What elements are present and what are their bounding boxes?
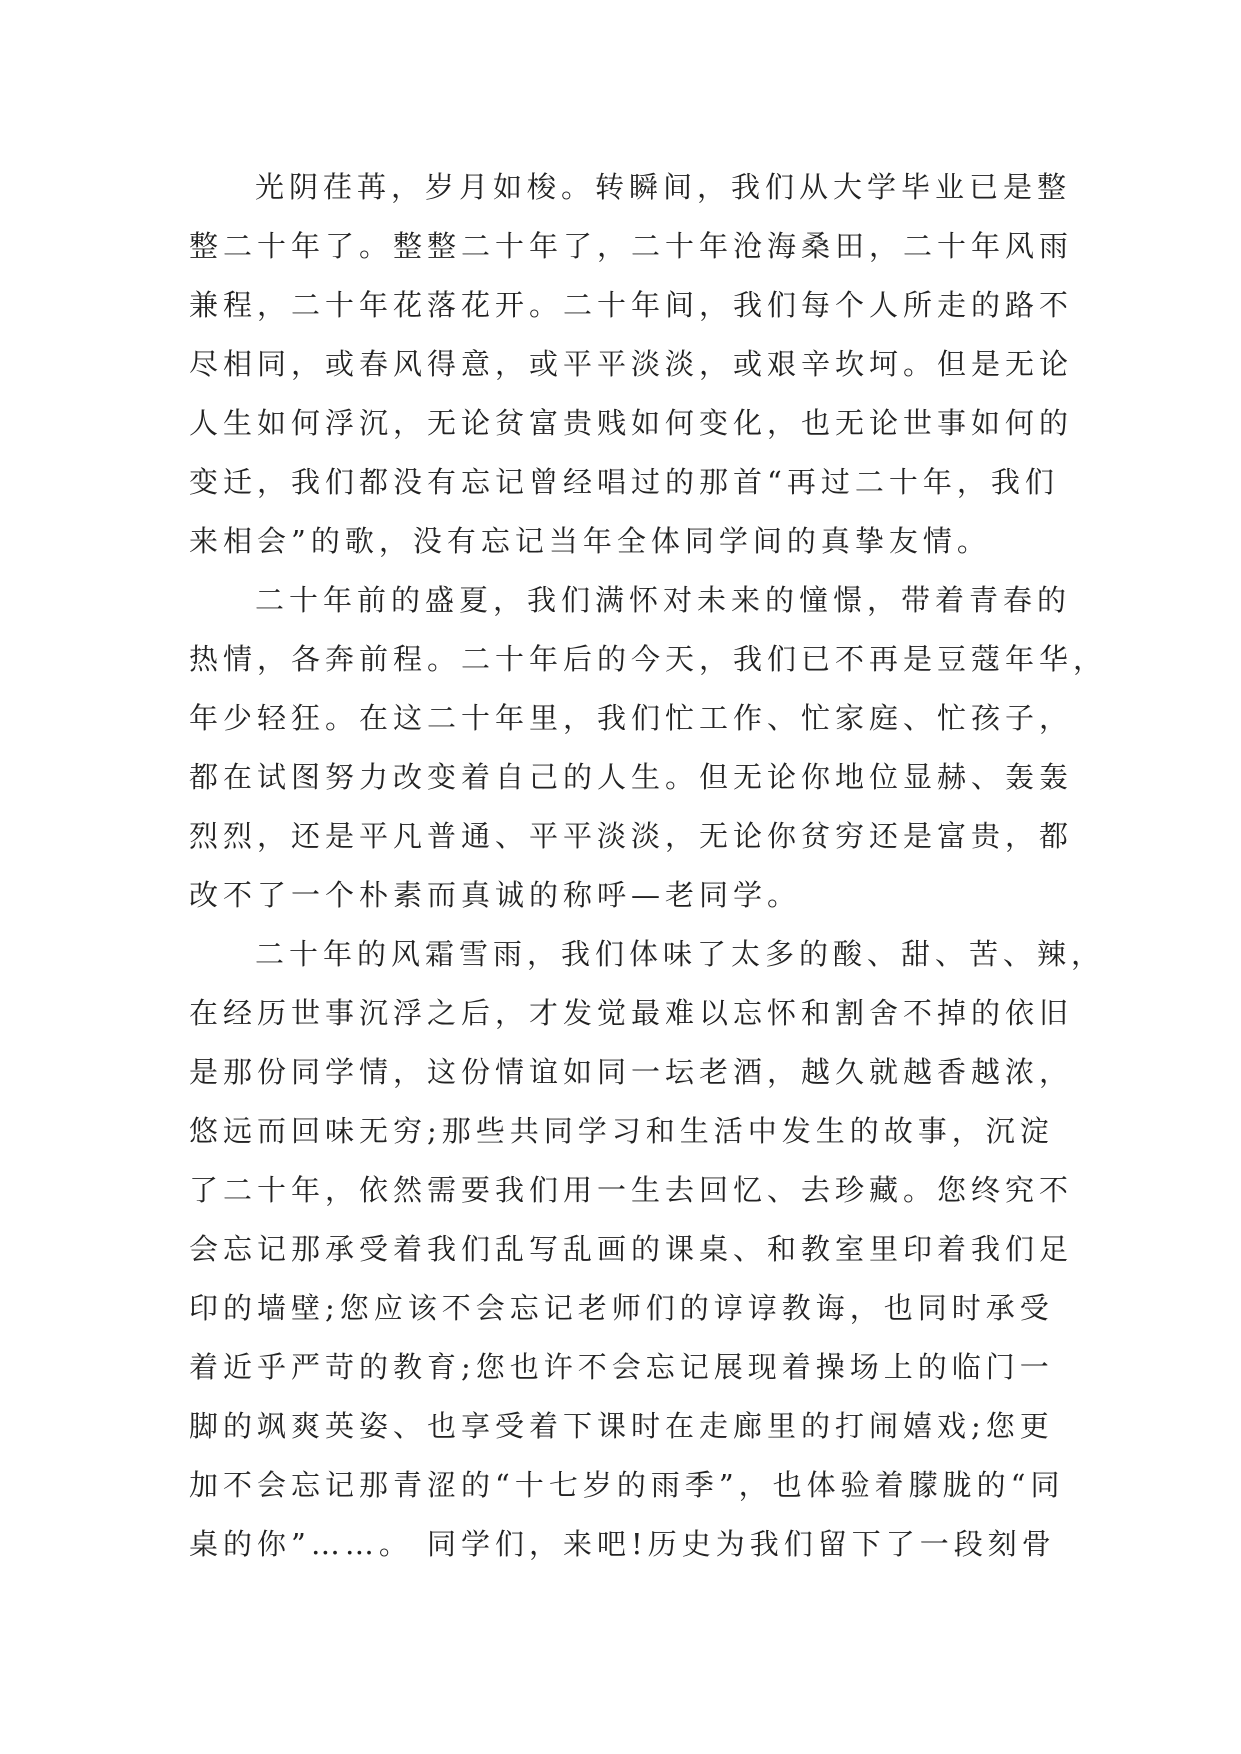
text-line: 二十年的风霜雪雨，我们体味了太多的酸、甜、苦、辣， — [255, 937, 1106, 971]
text-line: 兼程，二十年花落花开。二十年间，我们每个人所走的路不 — [189, 288, 1074, 322]
text-line: 是那份同学情，这份情谊如同一坛老酒，越久就越香越浓， — [189, 1055, 1074, 1089]
text-line: 改不了一个朴素而真诚的称呼—老同学。 — [189, 878, 802, 912]
text-line: 光阴荏苒，岁月如梭。转瞬间，我们从大学毕业已是整 — [255, 170, 1072, 204]
text-line: 了二十年，依然需要我们用一生去回忆、去珍藏。您终究不 — [189, 1173, 1074, 1207]
text-line: 印的墙壁;您应该不会忘记老师们的谆谆教诲，也同时承受 — [189, 1291, 1054, 1325]
text-line: 桌的你”……。 同学们，来吧!历史为我们留下了一段刻骨 — [189, 1527, 1056, 1561]
text-line: 来相会”的歌，没有忘记当年全体同学间的真挚友情。 — [189, 524, 991, 558]
text-line: 二十年前的盛夏，我们满怀对未来的憧憬，带着青春的 — [255, 583, 1072, 617]
text-line: 热情，各奔前程。二十年后的今天，我们已不再是豆蔻年华， — [189, 642, 1108, 676]
text-line: 会忘记那承受着我们乱写乱画的课桌、和教室里印着我们足 — [189, 1232, 1074, 1266]
text-line: 尽相同，或春风得意，或平平淡淡，或艰辛坎坷。但是无论 — [189, 347, 1074, 381]
text-line: 年少轻狂。在这二十年里，我们忙工作、忙家庭、忙孩子， — [189, 701, 1074, 735]
text-line: 加不会忘记那青涩的“十七岁的雨季”，也体验着朦胧的“同 — [189, 1468, 1065, 1502]
text-line: 都在试图努力改变着自己的人生。但无论你地位显赫、轰轰 — [189, 760, 1074, 794]
text-line: 整二十年了。整整二十年了，二十年沧海桑田，二十年风雨 — [189, 229, 1074, 263]
text-line: 在经历世事沉浮之后，才发觉最难以忘怀和割舍不掉的依旧 — [189, 996, 1074, 1030]
text-line: 脚的飒爽英姿、也享受着下课时在走廊里的打闹嬉戏;您更 — [189, 1409, 1054, 1443]
text-line: 人生如何浮沉，无论贫富贵贱如何变化，也无论世事如何的 — [189, 406, 1074, 440]
text-line: 着近乎严苛的教育;您也许不会忘记展现着操场上的临门一 — [189, 1350, 1054, 1384]
document-body — [189, 158, 1108, 1574]
text-line: 变迁，我们都没有忘记曾经唱过的那首“再过二十年，我们 — [189, 465, 1059, 499]
text-line: 烈烈，还是平凡普通、平平淡淡，无论你贫穷还是富贵，都 — [189, 819, 1074, 853]
text-line: 悠远而回味无穷;那些共同学习和生活中发生的故事，沉淀 — [189, 1114, 1054, 1148]
